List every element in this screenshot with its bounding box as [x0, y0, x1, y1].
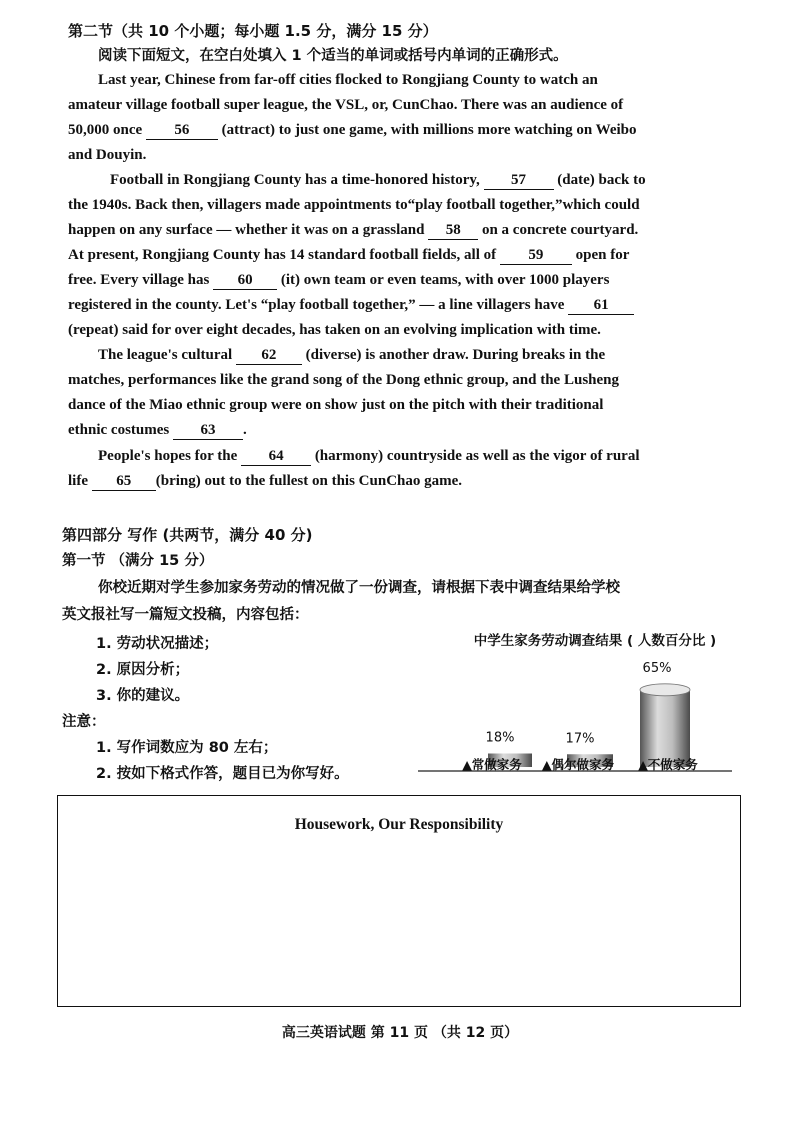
passage-line: (repeat) said for over eight decades, has taken on an evolving implication with time. — [68, 322, 601, 338]
answer-box[interactable] — [57, 795, 741, 1007]
blank-57[interactable]: 57 — [484, 172, 554, 190]
chart-value-label: 65% — [642, 660, 672, 676]
passage-line: life 65 (bring) out to the fullest on this CunChao game. — [68, 473, 463, 489]
passage-line: Football in Rongjiang County has a time-honored history, 57 (date) back to — [110, 172, 646, 188]
passage-line: 50,000 once 56 (attract) to just one game, with millions more watching on Weibo — [68, 122, 637, 138]
passage-line: amateur village football super league, the VSL, or, CunChao. There was an audience of — [68, 97, 624, 113]
section-heading: 第二节（共 10 个小题；每小题 1.5 分，满分 15 分） — [68, 22, 438, 40]
passage-line: At present, Rongjiang County has 14 standard football fields, all of 59 open for — [68, 247, 630, 263]
passage-line: ethnic costumes 63 . — [68, 422, 247, 438]
blank-65[interactable]: 65 — [92, 473, 156, 491]
blank-60[interactable]: 60 — [213, 272, 277, 290]
content-item: 2. 原因分析； — [96, 662, 190, 678]
passage-line: and Douyin. — [68, 147, 147, 163]
instruction-text: 阅读下面短文，在空白处填入 1 个适当的单词或括号内单词的正确形式。 — [98, 48, 568, 64]
chart-category-label: ▲偶尔做家务 — [541, 757, 615, 772]
blank-63[interactable]: 63 — [173, 422, 243, 440]
chart-title: 中学生家务劳动调查结果 ( 人数百分比 ) — [473, 633, 717, 649]
chart-value-label: 17% — [565, 731, 595, 747]
prompt-text: 英文报社写一篇短文投稿，内容包括： — [62, 607, 309, 623]
blank-62[interactable]: 62 — [236, 347, 302, 365]
chart-bar — [640, 690, 690, 767]
passage-line: free. Every village has 60 (it) own team or even teams, with over 1000 players — [68, 272, 610, 288]
chart-value-label: 18% — [485, 730, 515, 746]
blank-64[interactable]: 64 — [241, 448, 311, 466]
passage-line: registered in the county. Let's “play football together,” — a line villagers have 61 — [68, 295, 720, 315]
chart-category-label: ▲常做家务 — [462, 757, 522, 772]
note-item: 2. 按如下格式作答，题目已为你写好。 — [96, 766, 349, 782]
content-item: 1. 劳动状况描述； — [96, 636, 219, 652]
content-item: 3. 你的建议。 — [96, 688, 190, 704]
chart-category-label: ▲不做家务 — [638, 757, 698, 772]
note-item: 1. 写作词数应为 80 左右； — [96, 740, 278, 756]
notes-heading: 注意： — [62, 714, 106, 730]
section1-heading: 第一节 （满分 15 分） — [62, 553, 214, 569]
passage-line: The league's cultural 62 (diverse) is another draw. During breaks in the — [98, 347, 606, 363]
passage-line: People's hopes for the 64 (harmony) countryside as well as the vigor of rural — [98, 448, 640, 464]
chart-bar-top — [640, 684, 690, 696]
blank-59[interactable]: 59 — [500, 247, 572, 265]
part4-heading: 第四部分 写作 (共两节，满分 40 分) — [62, 526, 313, 544]
answer-title: Housework, Our Responsibility — [294, 816, 504, 833]
blank-61[interactable]: 61 — [568, 297, 634, 315]
prompt-text: 你校近期对学生参加家务劳动的情况做了一份调查，请根据下表中调查结果给学校 — [98, 580, 620, 596]
passage-line: dance of the Miao ethnic group were on show just on the pitch with their traditional — [68, 397, 604, 413]
passage-line: happen on any surface — whether it was on a grassland 58 on a concrete courtyard. — [68, 222, 639, 238]
page-footer: 高三英语试题 第 11 页 （共 12 页） — [281, 1025, 519, 1041]
passage-line: Last year, Chinese from far-off cities flocked to Rongjiang County to watch an — [98, 72, 598, 88]
blank-58[interactable]: 58 — [428, 222, 478, 240]
passage-line: matches, performances like the grand song of the Dong ethnic group, and the Lusheng — [68, 372, 619, 388]
passage-line: the 1940s. Back then, villagers made appointments to“play football together,”which could — [68, 197, 640, 213]
survey-chart — [410, 625, 740, 785]
blank-56[interactable]: 56 — [146, 122, 218, 140]
